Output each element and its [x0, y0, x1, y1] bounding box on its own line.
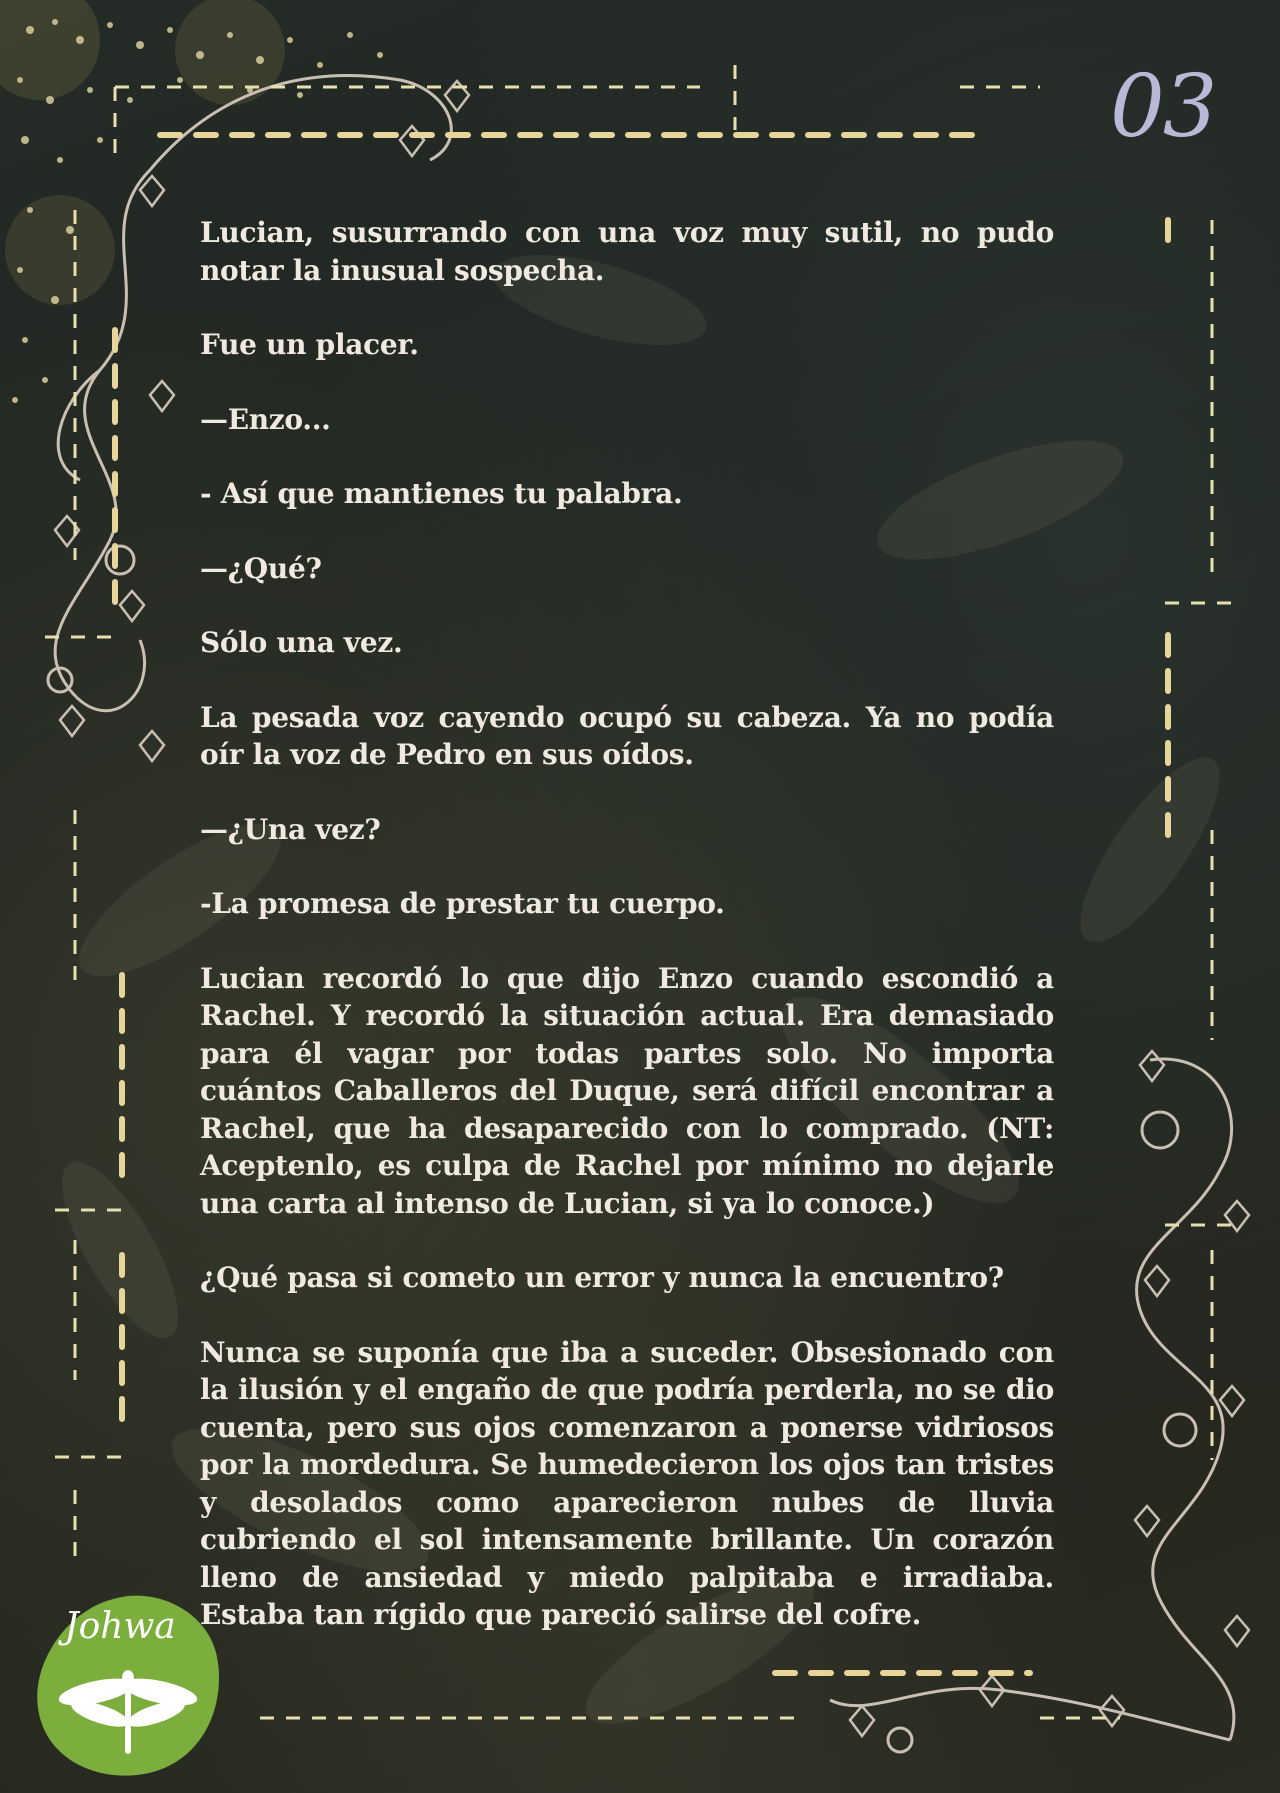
paragraph: -La promesa de prestar tu cuerpo.	[200, 887, 725, 920]
paragraph: ¿Qué pasa si cometo un error y nunca la encuentro?	[200, 1261, 1004, 1294]
paragraph: La pesada voz cayendo ocupó su cabeza. Ya no podía oír la voz de Pedro en sus oídos.	[200, 700, 1054, 771]
paragraph: —Enzo...	[200, 402, 331, 436]
paragraph: —¿Qué?	[200, 551, 322, 585]
paragraph: Nunca se suponía que iba a suceder. Obsesionado con la ilusión y el engaño de que podría perderla, no se dio cuenta, pero sus ojos comenzaron a ponerse vidriosos por la mordedura. Se humedecieron los ojos tan tristes y desolados como aparecieron nubes de lluvia cubriendo el sol intensamente brillante. Un corazón lleno de ansiedad y miedo palpitaba e irradiaba. Estaba tan rígido que pareció salirse del cofre.	[200, 1335, 1054, 1631]
paragraph: —¿Una vez?	[200, 812, 381, 846]
johwa-logo	[28, 1588, 228, 1780]
paragraph: - Así que mantienes tu palabra.	[200, 477, 683, 510]
story-text	[200, 214, 1054, 1671]
paragraph: Fue un placer.	[200, 328, 419, 361]
logo-label: Johwa	[64, 1606, 176, 1647]
paragraph: Sólo una vez.	[200, 626, 403, 659]
paragraph: Lucian recordó lo que dijo Enzo cuando escondió a Rachel. Y recordó la situación actual. Era demasiado para él vagar por todas partes solo. No importa cuántos Caballeros del Duque, será difícil encontrar a Rachel, que ha desaparecido con lo comprado. (NT: Aceptenlo, es culpa de Rachel por mínimo no dejarle una carta al intenso de Lucian, si ya lo conoce.)	[200, 961, 1054, 1220]
paragraph: Lucian, susurrando con una voz muy sutil, no pudo notar la inusual sospecha.	[200, 216, 1054, 287]
page-number: 03	[1110, 57, 1216, 157]
